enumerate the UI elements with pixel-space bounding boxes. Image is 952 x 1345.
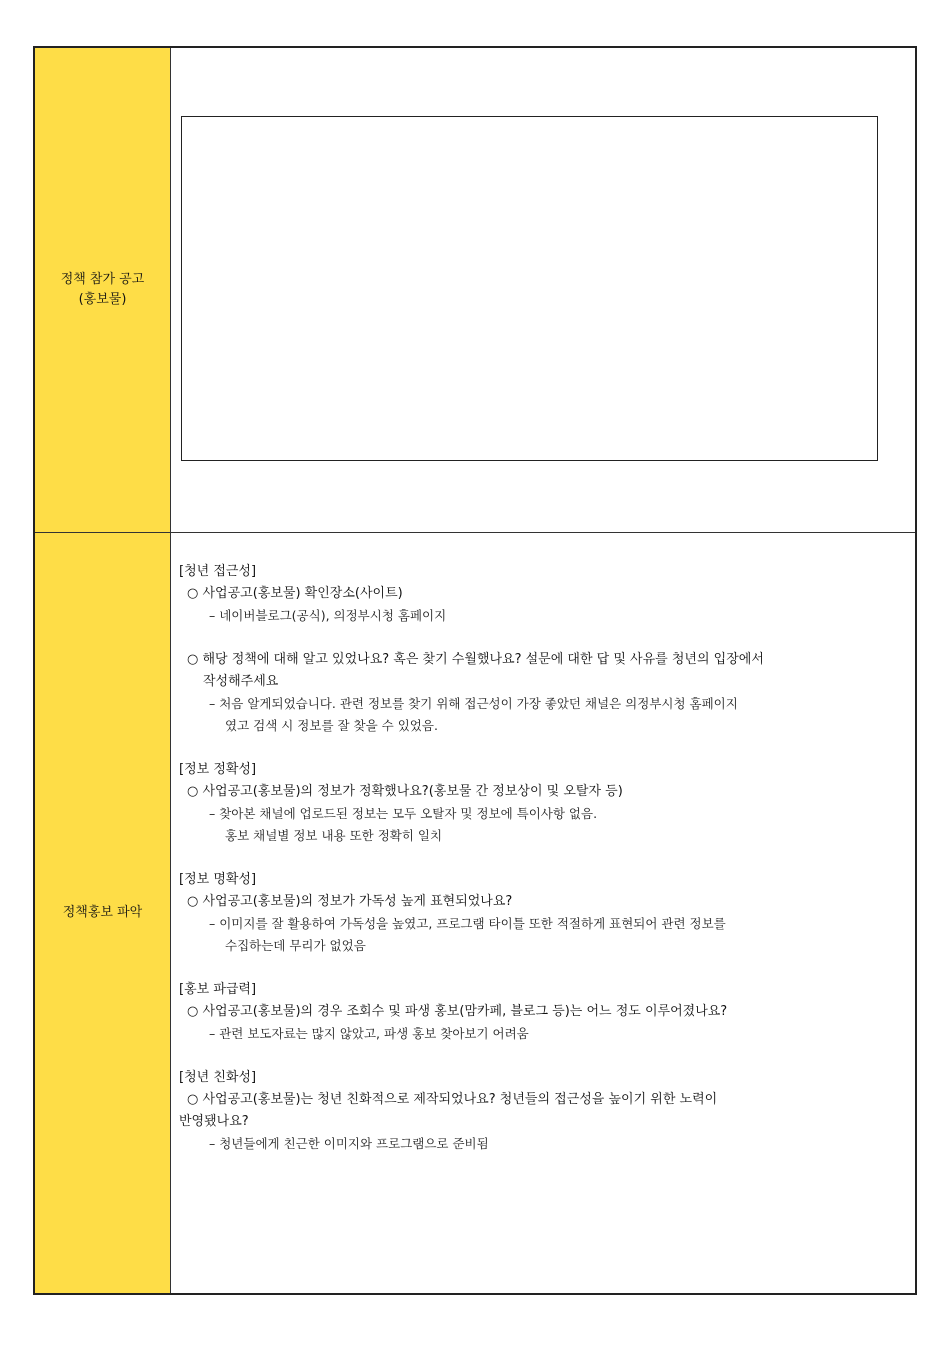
section-accuracy	[179, 759, 905, 847]
answer: – 처음 알게되었습니다. 관련 정보를 찾기 위해 접근성이 가장 좋았던 채널은 의정부시청 홈페이지	[209, 696, 738, 711]
section-heading: [홍보 파급력]	[179, 982, 257, 997]
question-continued: 작성해주세요	[203, 674, 279, 689]
question-continued: 반영됐나요?	[179, 1114, 249, 1129]
section-clarity	[179, 869, 905, 957]
section-heading: [정보 명확성]	[179, 872, 257, 887]
promotion-label-cell	[35, 533, 171, 1293]
question: ○ 사업공고(홍보물)는 청년 친화적으로 제작되었나요? 청년들의 접근성을 높이기 위한 노력이	[187, 1092, 718, 1107]
question: ○ 사업공고(홍보물)의 경우 조회수 및 파생 홍보(맘카페, 블로그 등)는 어느 정도 이루어졌나요?	[187, 1004, 728, 1019]
section-friendly	[179, 1067, 905, 1155]
poster-row	[35, 48, 915, 533]
answer-continued: 였고 검색 시 정보를 잘 찾을 수 있었음.	[225, 718, 438, 733]
question: ○ 사업공고(홍보물)의 정보가 가독성 높게 표현되었나요?	[187, 894, 513, 909]
answer-continued: 수집하는데 무리가 없었음	[225, 938, 366, 953]
question: ○ 해당 정책에 대해 알고 있었나요? 혹은 찾기 수월했나요? 설문에 대한 답 및 사유를 청년의 입장에서	[187, 652, 764, 667]
answer-continued: 홍보 채널별 정보 내용 또한 정확히 일치	[225, 828, 443, 843]
evaluation-text	[179, 561, 905, 1155]
promotion-content-cell	[171, 533, 915, 1293]
question: ○ 사업공고(홍보물) 확인장소(사이트)	[187, 586, 403, 601]
section-heading: [정보 정확성]	[179, 762, 257, 777]
promotion-row	[35, 533, 915, 1293]
section-heading: [청년 접근성]	[179, 564, 257, 579]
answer: – 찾아본 채널에 업로드된 정보는 모두 오탈자 및 정보에 특이사항 없음.	[209, 806, 598, 821]
section-access	[179, 561, 905, 737]
section-spread	[179, 979, 905, 1045]
policy-evaluation-table	[33, 46, 917, 1295]
answer: – 이미지를 잘 활용하여 가독성을 높였고, 프로그램 타이틀 또한 적절하게 표현되어 관련 정보를	[209, 916, 726, 931]
answer: – 청년들에게 친근한 이미지와 프로그램으로 준비됨	[209, 1136, 489, 1151]
poster-image-placeholder	[181, 116, 878, 461]
question: ○ 사업공고(홍보물)의 정보가 정확했나요?(홍보물 간 정보상이 및 오탈자 등)	[187, 784, 623, 799]
poster-label-line-2: (홍보물)	[78, 292, 127, 307]
answer: – 관련 보도자료는 많지 않았고, 파생 홍보 찾아보기 어려움	[209, 1026, 529, 1041]
poster-label-cell	[35, 48, 171, 532]
promotion-label: 정책홍보 파악	[62, 905, 143, 920]
section-heading: [청년 친화성]	[179, 1070, 257, 1085]
poster-content-cell	[171, 48, 915, 532]
answer: – 네이버블로그(공식), 의정부시청 홈페이지	[209, 608, 447, 623]
poster-label-line-1: 정책 참가 공고	[60, 272, 145, 287]
